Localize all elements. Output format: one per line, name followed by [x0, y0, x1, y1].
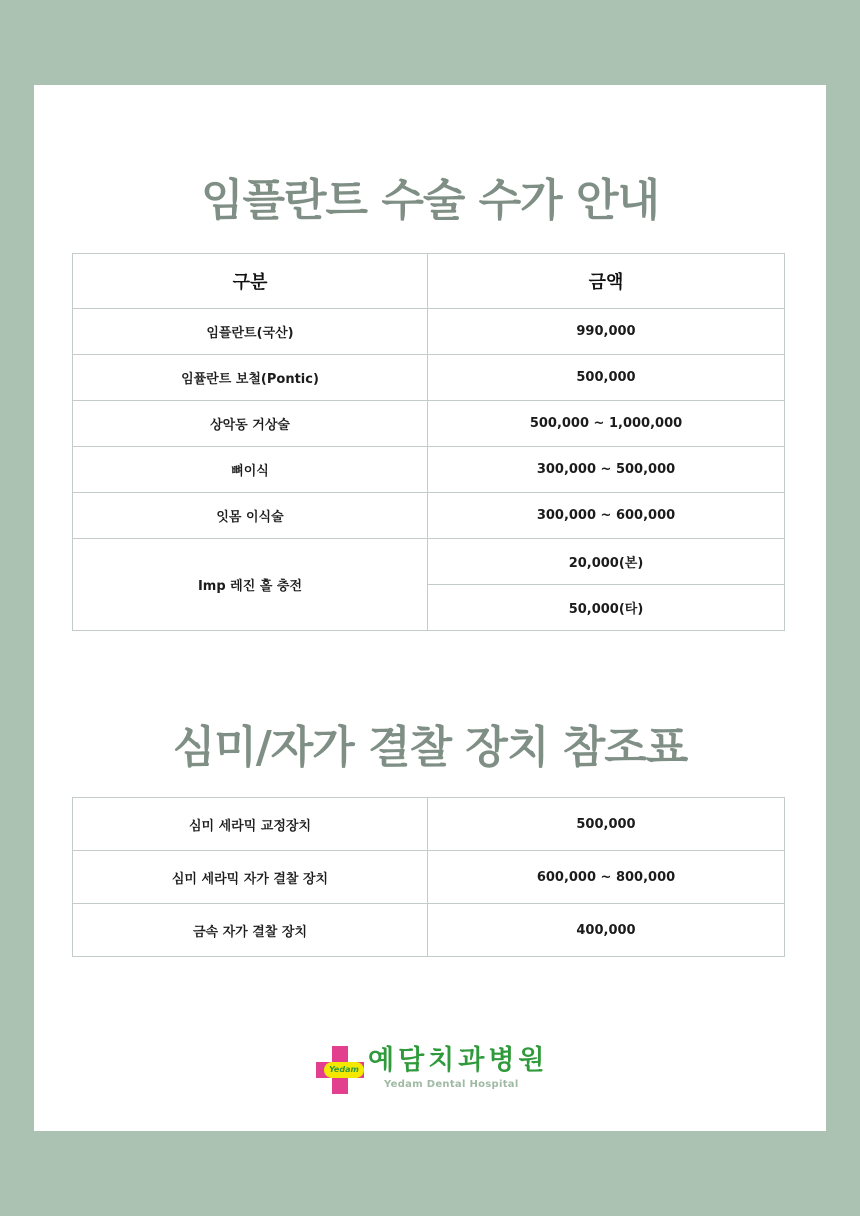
table-row — [73, 355, 785, 401]
row-item: 심미 세라믹 자가 결찰 장치 — [73, 851, 428, 904]
medical-cross-icon — [316, 1046, 364, 1094]
row-item: 상악동 거상술 — [73, 401, 428, 447]
row-item: 잇몸 이식술 — [73, 493, 428, 539]
implant-fee-table — [72, 253, 785, 631]
table-row — [73, 447, 785, 493]
row-item: 심미 세라믹 교정장치 — [73, 798, 428, 851]
row-price: 600,000 ~ 800,000 — [428, 851, 785, 904]
row-item: 임플란트(국산) — [73, 309, 428, 355]
table-row — [73, 798, 785, 851]
row-price: 300,000 ~ 500,000 — [428, 447, 785, 493]
row-price: 50,000(타) — [428, 585, 785, 631]
table-row — [73, 493, 785, 539]
hospital-logo — [316, 1045, 549, 1095]
row-price: 300,000 ~ 600,000 — [428, 493, 785, 539]
price-sheet — [34, 85, 826, 1131]
row-item: 뼈이식 — [73, 447, 428, 493]
table-row — [73, 309, 785, 355]
table-row — [73, 851, 785, 904]
header-category: 구분 — [73, 254, 428, 309]
self-ligating-title: 심미/자가 결찰 장치 참조표 — [172, 722, 688, 773]
row-item: 금속 자가 결찰 장치 — [73, 904, 428, 957]
row-item: Imp 레진 홀 충전 — [73, 539, 428, 631]
header-amount: 금액 — [428, 254, 785, 309]
logo-name: 예담치과병원 — [368, 1045, 549, 1076]
row-item: 임퓰란트 보철(Pontic) — [73, 355, 428, 401]
row-price: 990,000 — [428, 309, 785, 355]
self-ligating-table — [72, 797, 785, 957]
logo-subtitle: Yedam Dental Hospital — [384, 1079, 519, 1090]
logo-badge: Yedam — [324, 1062, 364, 1078]
table-row — [73, 904, 785, 957]
table-row — [73, 401, 785, 447]
table-row — [73, 539, 785, 585]
implant-fee-title: 임플란트 수술 수가 안내 — [201, 175, 659, 226]
row-price: 20,000(본) — [428, 539, 785, 585]
row-price: 500,000 — [428, 798, 785, 851]
row-price: 500,000 ~ 1,000,000 — [428, 401, 785, 447]
table-header-row — [73, 254, 785, 309]
row-price: 400,000 — [428, 904, 785, 957]
row-price: 500,000 — [428, 355, 785, 401]
